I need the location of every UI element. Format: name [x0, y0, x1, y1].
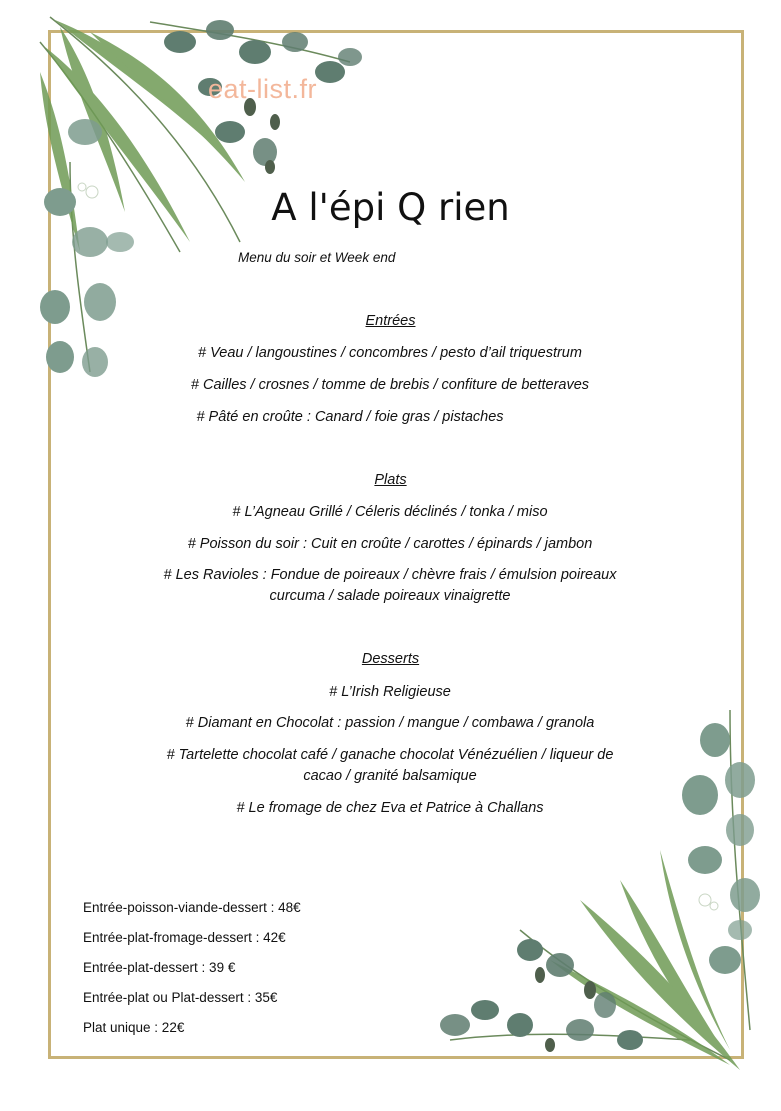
menu-item: # Les Ravioles : Fondue de poireaux / chèvre frais / émulsion poireaux curcuma / salade poireaux vinaigrette [163, 567, 617, 604]
price-formula: Plat unique : 22€ [83, 1020, 185, 1035]
menu-item: # Diamant en Chocolat : passion / mangue / combawa / granola [185, 715, 595, 731]
menu-item: # Poisson du soir : Cuit en croûte / carottes / épinards / jambon [187, 536, 593, 552]
menu-item: # L’Agneau Grillé / Céleris déclinés / tonka / miso [232, 504, 548, 520]
watermark: eat-list.fr [208, 74, 318, 104]
menu-item: # Veau / langoustines / concombres / pesto d’ail triquestrum [198, 345, 582, 361]
menu-item: # Cailles / crosnes / tomme de brebis / confiture de betteraves [190, 377, 590, 393]
restaurant-name: A l'épi Q rien [271, 186, 510, 229]
price-formula: Entrée-plat ou Plat-dessert : 35€ [83, 990, 278, 1005]
price-formula: Entrée-plat-dessert : 39 € [83, 960, 236, 975]
section-heading-plats: Plats [374, 472, 407, 488]
section-heading-desserts: Desserts [361, 651, 420, 667]
price-formula: Entrée-plat-fromage-dessert : 42€ [83, 930, 286, 945]
menu-item: # Tartelette chocolat café / ganache chocolat Vénézuélien / liqueur de cacao / granité balsamique [166, 747, 614, 784]
section-heading-entrees: Entrées [365, 313, 416, 329]
menu-item: # Le fromage de chez Eva et Patrice à Challans [236, 800, 544, 816]
menu-item: # Pâté en croûte : Canard / foie gras / pistaches [196, 409, 504, 425]
menu-item: # L’Irish Religieuse [329, 684, 451, 700]
menu-subtitle: Menu du soir et Week end [238, 250, 396, 265]
price-formula: Entrée-poisson-viande-dessert : 48€ [83, 900, 301, 915]
